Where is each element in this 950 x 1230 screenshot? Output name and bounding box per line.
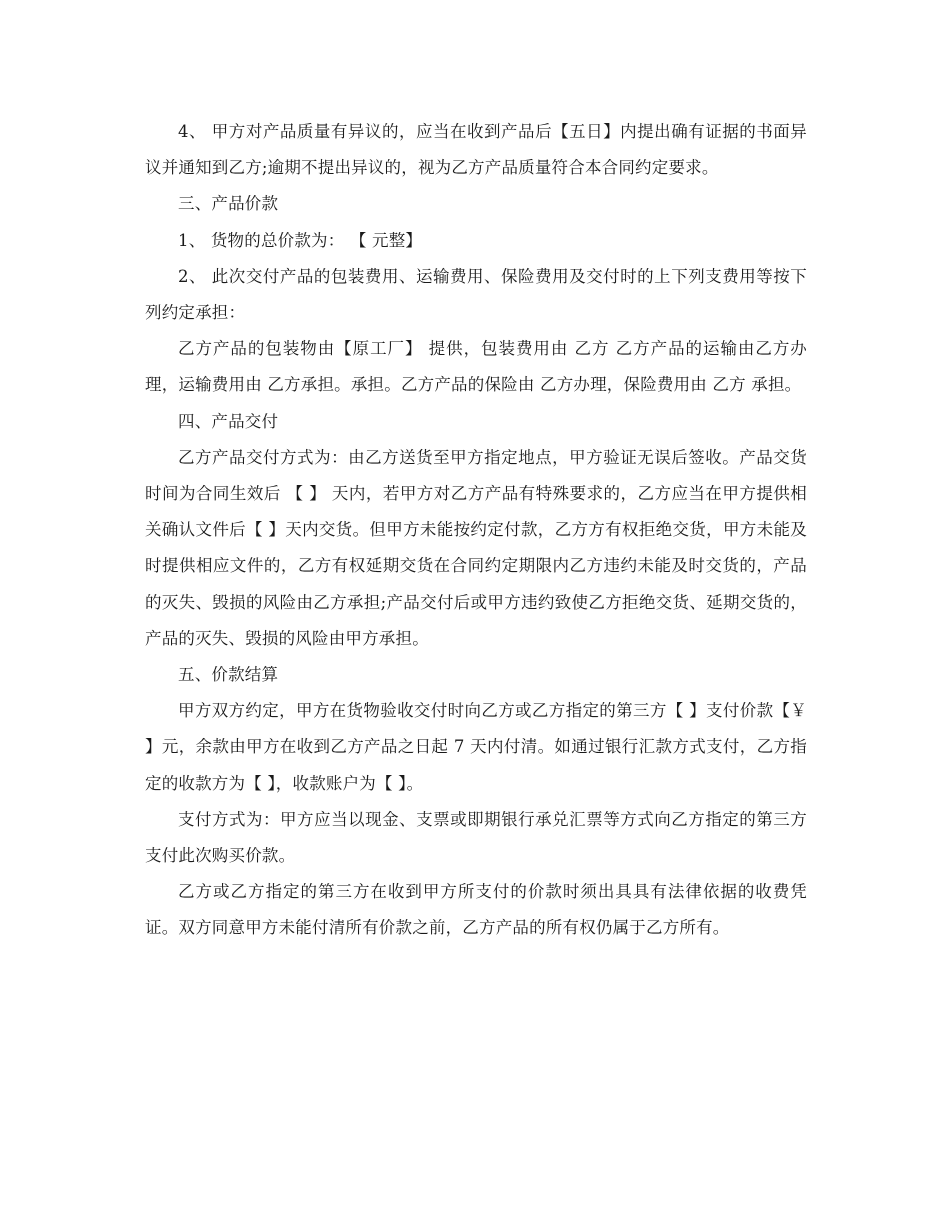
clause-receipt-ownership: 乙方或乙方指定的第三方在收到甲方所支付的价款时须出具具有法律依据的收费凭证。双方同意甲方未能付清所有价款之前，乙方产品的所有权仍属于乙方所有。 [145, 882, 807, 938]
clause-fee-details: 乙方产品的包装物由【原工厂】 提供，包装费用由 乙方 乙方产品的运输由乙方办理，运输费用由 乙方承担。承担。乙方产品的保险由 乙方办理，保险费用由 乙方 承担。 [145, 339, 807, 395]
section-heading-delivery: 四、产品交付 [178, 411, 279, 431]
document-body [145, 114, 807, 947]
clause-delivery-terms: 乙方产品交付方式为：由乙方送货至甲方指定地点，甲方验证无误后签收。产品交货时间为合同生效后 【 】 天内，若甲方对乙方产品有特殊要求的，乙方应当在甲方提供相关确认文件后【 】天内交货。但甲方未能按约定付款，乙方方有权拒绝交货，甲方未能及时提供相应文件的，乙方有权延期交货在合同约定期限内乙方违约未能及时交货的，产品的灭失、毁损的风险由乙方承担;产品交付后或甲方违约致使乙方拒绝交货、延期交货的，产品的灭失、毁损的风险由甲方承担。 [145, 447, 807, 648]
clause-settlement-payment: 甲方双方约定，甲方在货物验收交付时向乙方或乙方指定的第三方【 】支付价款【￥ 】元，余款由甲方在收到乙方产品之日起 7 天内付清。如通过银行汇款方式支付，乙方指定的收款方为【 】，收款账户为【 】。 [145, 701, 807, 793]
clause-quality-objection: 4、 甲方对产品质量有异议的，应当在收到产品后【五日】内提出确有证据的书面异议并通知到乙方;逾期不提出异议的，视为乙方产品质量符合本合同约定要求。 [145, 122, 807, 178]
clause-fees: 2、 此次交付产品的包装费用、运输费用、保险费用及交付时的上下列支费用等按下列约定承担： [145, 266, 807, 323]
clause-total-price: 1、 货物的总价款为： 【 元整】 [178, 230, 423, 250]
section-heading-settlement: 五、价款结算 [178, 665, 279, 685]
section-heading-price: 三、产品价款 [178, 194, 279, 214]
clause-payment-method: 支付方式为：甲方应当以现金、支票或即期银行承兑汇票等方式向乙方指定的第三方支付此次购买价款。 [145, 809, 807, 866]
